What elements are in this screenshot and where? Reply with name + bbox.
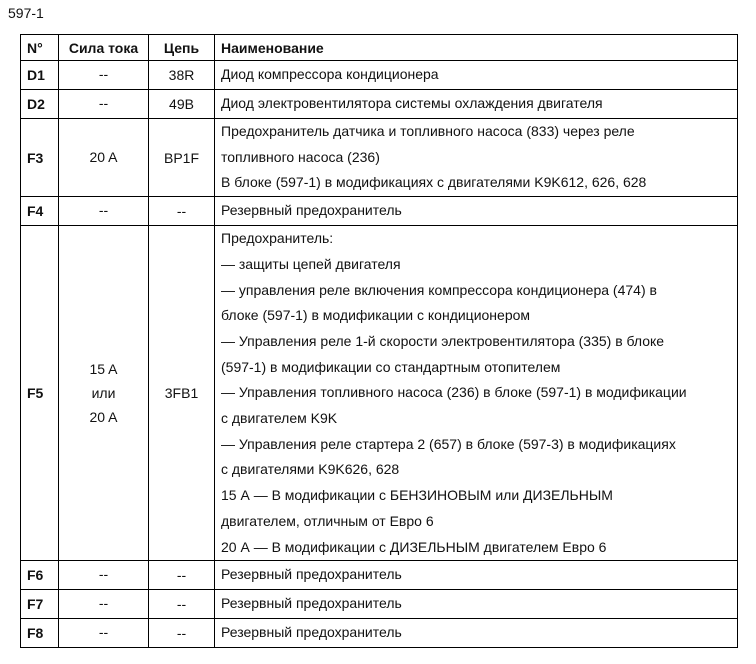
name-line: (597-1) в модификации со стандартным отопителем: [221, 358, 561, 375]
cell-name: [215, 61, 738, 90]
cell-name: [215, 590, 738, 619]
cell-name: [215, 119, 738, 197]
amperage-line: или: [91, 385, 116, 402]
name-line: — Управления реле 1-й скорости электровентилятора (335) в блоке: [221, 332, 665, 349]
cell-circuit: --: [149, 590, 215, 619]
cell-amperage: [59, 226, 149, 561]
name-line: — управления реле включения компрессора кондиционера (474) в: [221, 281, 657, 298]
amperage-line: --: [98, 624, 109, 641]
name-line: — защиты цепей двигателя: [221, 255, 401, 272]
table-row: [21, 590, 738, 619]
name-line: блоке (597-1) в модификации с кондиционером: [221, 307, 531, 324]
table-body: [21, 61, 738, 648]
cell-name: [215, 197, 738, 226]
cell-num: D2: [21, 90, 59, 119]
cell-circuit: --: [149, 197, 215, 226]
cell-amperage: [59, 119, 149, 197]
header-row: [21, 35, 738, 61]
amperage-line: --: [98, 202, 109, 219]
cell-num: F3: [21, 119, 59, 197]
table-row: [21, 119, 738, 197]
cell-name: [215, 619, 738, 648]
amperage-line: --: [98, 66, 109, 83]
name-line: 15 А — В модификации с БЕНЗИНОВЫМ или ДИЗЕЛЬНЫМ: [221, 487, 613, 504]
header-num: N°: [21, 35, 59, 61]
cell-circuit: BP1F: [149, 119, 215, 197]
table-row: [21, 90, 738, 119]
name-line: Предохранитель датчика и топливного насоса (833) через реле: [221, 123, 635, 139]
amperage-line: --: [98, 566, 109, 583]
name-line: с двигателем K9K: [221, 410, 338, 427]
name-line: — Управления реле стартера 2 (657) в блоке (597-3) в модификациях: [221, 435, 676, 452]
fuse-table: [20, 34, 738, 648]
name-line: Предохранитель:: [221, 230, 334, 247]
name-line: Диод электровентилятора системы охлаждения двигателя: [221, 95, 603, 112]
name-line: с двигателями K9K626, 628: [221, 461, 400, 478]
cell-circuit: 3FB1: [149, 226, 215, 561]
cell-num: F8: [21, 619, 59, 648]
cell-amperage: [59, 619, 149, 648]
name-line: Резервный предохранитель: [221, 595, 402, 612]
amperage-line: 20 A: [89, 148, 118, 165]
name-line: двигателем, отличным от Евро 6: [221, 512, 434, 529]
table-row: [21, 61, 738, 90]
table-row: [21, 619, 738, 648]
amperage-line: --: [98, 95, 109, 112]
header-circuit: Цепь: [149, 35, 215, 61]
cell-circuit: --: [149, 619, 215, 648]
cell-name: [215, 561, 738, 590]
cell-num: F7: [21, 590, 59, 619]
cell-num: F6: [21, 561, 59, 590]
header-name: Наименование: [215, 35, 738, 61]
cell-amperage: [59, 561, 149, 590]
amperage-line: --: [98, 595, 109, 612]
cell-amperage: [59, 61, 149, 90]
name-line: — Управления топливного насоса (236) в блоке (597-1) в модификации: [221, 384, 687, 401]
cell-amperage: [59, 590, 149, 619]
name-line: 20 А — В модификации с ДИЗЕЛЬНЫМ двигателем Евро 6: [221, 538, 607, 555]
table-row: [21, 226, 738, 561]
name-line: Диод компрессора кондиционера: [221, 66, 439, 83]
cell-circuit: --: [149, 561, 215, 590]
cell-num: F5: [21, 226, 59, 561]
name-line: Резервный предохранитель: [221, 624, 402, 641]
name-line: В блоке (597-1) в модификациях с двигателями K9K612, 626, 628: [221, 174, 647, 191]
cell-num: D1: [21, 61, 59, 90]
cell-name: [215, 90, 738, 119]
amperage-line: 15 A: [89, 361, 118, 378]
cell-amperage: [59, 197, 149, 226]
name-line: Резервный предохранитель: [221, 566, 402, 583]
header-amperage: Сила тока: [59, 35, 149, 61]
cell-name: [215, 226, 738, 561]
name-line: Резервный предохранитель: [221, 202, 402, 219]
amperage-line: 20 A: [89, 409, 118, 426]
cell-circuit: 38R: [149, 61, 215, 90]
table-row: [21, 197, 738, 226]
cell-num: F4: [21, 197, 59, 226]
table-caption: 597-1: [8, 5, 44, 21]
table-row: [21, 561, 738, 590]
name-line: топливного насоса (236): [221, 148, 380, 165]
cell-circuit: 49B: [149, 90, 215, 119]
cell-amperage: [59, 90, 149, 119]
